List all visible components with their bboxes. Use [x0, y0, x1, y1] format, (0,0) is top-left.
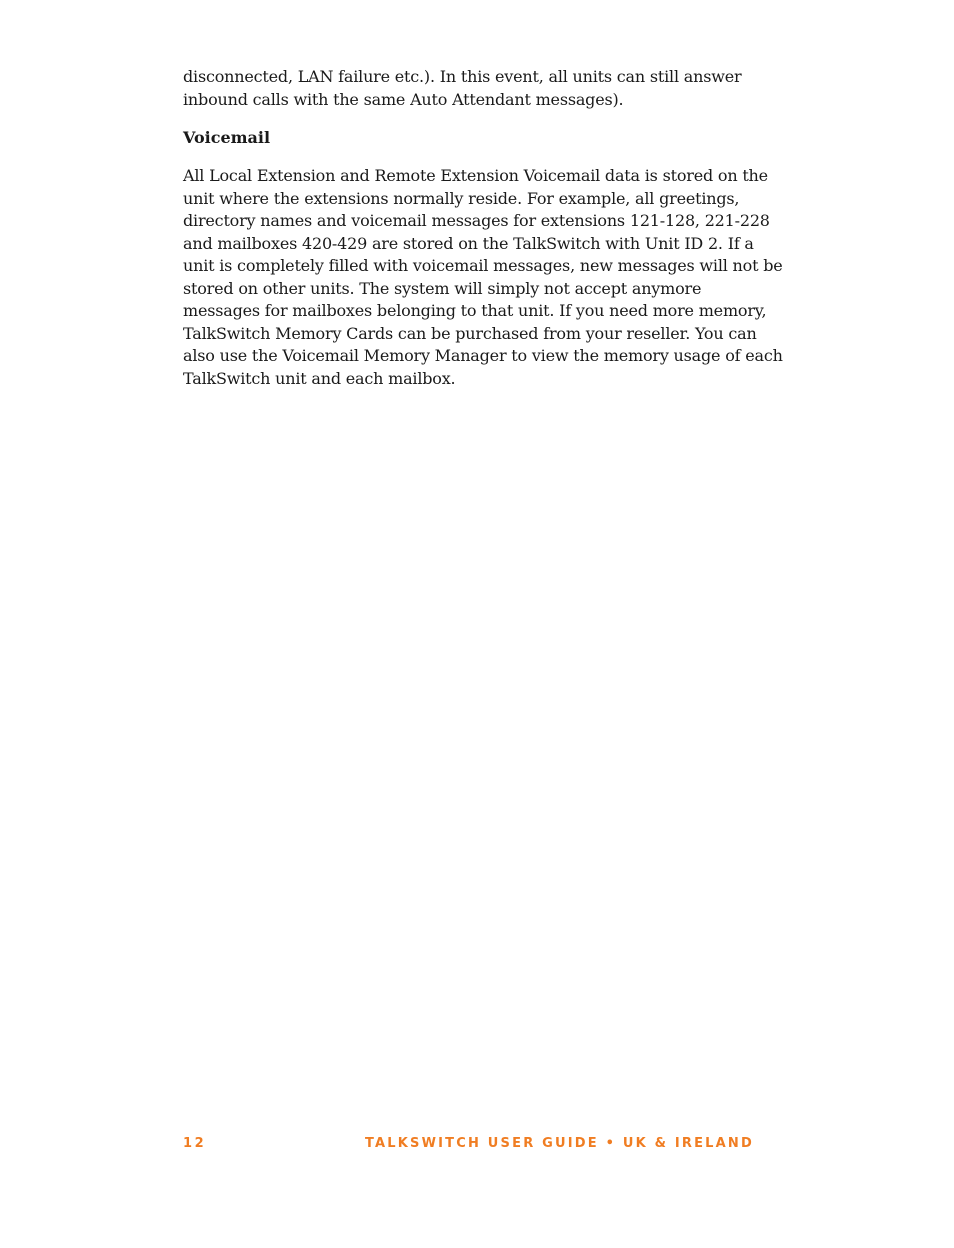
page-footer — [183, 1136, 754, 1154]
voicemail-paragraph: All Local Extension and Remote Extension Voicemail data is stored on the unit where the extensions normally reside. For example, all greetings, directory names and voicemail messages for extensions 121-128, 221-228 and mailboxes 420-429 are stored on the TalkSwitch with Unit ID 2. If a unit is completely filled with voicemail messages, new messages will not be stored on other units. The system will simply not accept anymore messages for mailboxes belonging to that unit. If you need more memory, TalkSwitch Memory Cards can be purchased from your reseller. You can also use the Voicemail Memory Manager to view the memory usage of each TalkSwitch unit and each mailbox. — [183, 166, 783, 388]
continued-paragraph: disconnected, LAN failure etc.). In this event, all units can still answer inbound calls with the same Auto Attendant messages). — [183, 67, 742, 109]
page-body — [183, 66, 783, 390]
section-heading-voicemail: Voicemail — [183, 128, 271, 147]
running-title: TALKSWITCH USER GUIDE • UK & IRELAND — [364, 1136, 754, 1151]
page-number: 12 — [183, 1136, 207, 1151]
